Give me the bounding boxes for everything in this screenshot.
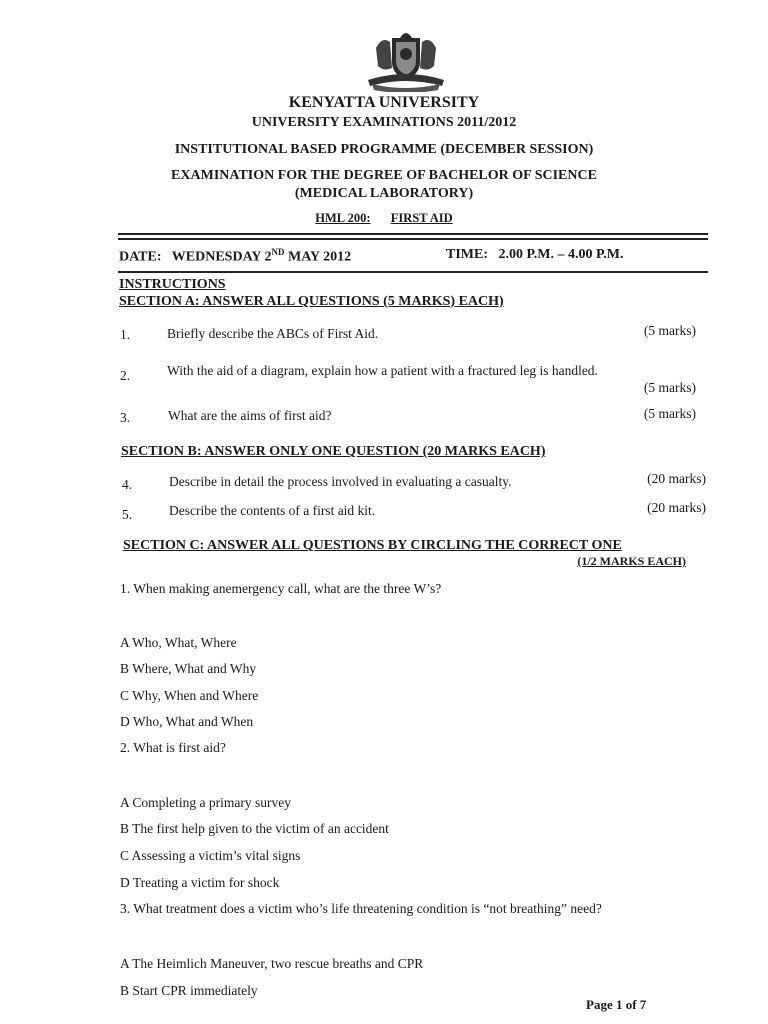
question-number: 3.: [120, 410, 131, 425]
course-code: HML 200:: [315, 211, 371, 225]
mcq-option: A The Heimlich Maneuver, two rescue breaths and CPR: [120, 956, 424, 971]
mcq-option: D Who, What and When: [120, 714, 254, 729]
date-day: WEDNESDAY 2: [171, 249, 272, 265]
section-c-title: SECTION C: ANSWER ALL QUESTIONS BY CIRCLING THE CORRECT ONE: [123, 538, 622, 553]
section-a-title: SECTION A: ANSWER ALL QUESTIONS (5 MARKS) EACH): [119, 294, 504, 309]
header-separator-bottom: [118, 238, 708, 240]
mcq-option: B The first help given to the victim of an accident: [120, 821, 389, 836]
question-marks: (5 marks): [643, 380, 696, 395]
mcq-option: A Who, What, Where: [120, 635, 237, 650]
section-b-title: SECTION B: ANSWER ONLY ONE QUESTION (20 MARKS EACH): [121, 444, 546, 459]
date-separator: [118, 271, 708, 273]
section-c-subtitle: (1/2 MARKS EACH): [577, 554, 686, 568]
course-name: FIRST AID: [390, 211, 453, 225]
university-name: KENYATTA UNIVERSITY: [288, 94, 480, 111]
question-marks: (20 marks): [647, 471, 706, 486]
question-number: 2.: [120, 368, 131, 383]
date-ordinal: ND: [271, 247, 285, 257]
degree-line-2: (MEDICAL LABORATORY): [294, 186, 474, 201]
exam-year: UNIVERSITY EXAMINATIONS 2011/2012: [251, 115, 517, 130]
question-number: 4.: [122, 477, 133, 492]
header-separator-top: [118, 233, 708, 235]
page-number: Page 1 of 7: [586, 997, 647, 1012]
university-crest-logo: [362, 28, 450, 92]
question-text: With the aid of a diagram, explain how a patient with a fractured leg is handled.: [167, 363, 598, 378]
mcq-option: B Start CPR immediately: [120, 983, 258, 998]
instructions-heading: INSTRUCTIONS: [119, 277, 226, 292]
degree-line-1: EXAMINATION FOR THE DEGREE OF BACHELOR OF SCIENCE: [171, 168, 597, 183]
exam-date: [119, 247, 351, 266]
question-marks: (5 marks): [643, 406, 696, 421]
mcq-question: 3. What treatment does a victim who’s life threatening condition is “not breathing” need?: [120, 901, 602, 916]
question-number: 5.: [122, 507, 133, 522]
mcq-question: 1. When making anemergency call, what are the three W’s?: [120, 581, 442, 596]
exam-time: [446, 247, 623, 263]
date-rest: MAY 2012: [284, 249, 352, 265]
mcq-question: 2. What is first aid?: [120, 740, 226, 755]
question-marks: (20 marks): [647, 500, 706, 515]
time-label: TIME:: [446, 247, 488, 262]
mcq-option: D Treating a victim for shock: [120, 875, 280, 890]
date-label: DATE:: [119, 249, 162, 265]
course-line: [0, 211, 768, 226]
mcq-option: B Where, What and Why: [120, 661, 257, 676]
mcq-option: C Why, When and Where: [120, 688, 259, 703]
time-value: 2.00 P.M. – 4.00 P.M.: [498, 247, 624, 262]
question-text: Describe in detail the process involved in evaluating a casualty.: [169, 474, 512, 489]
question-marks: (5 marks): [643, 323, 696, 338]
question-text: Describe the contents of a first aid kit.: [169, 503, 376, 518]
mcq-option: A Completing a primary survey: [120, 795, 291, 810]
question-number: 1.: [120, 327, 131, 342]
question-text: Briefly describe the ABCs of First Aid.: [167, 326, 379, 341]
question-text: What are the aims of first aid?: [168, 408, 332, 423]
mcq-option: C Assessing a victim’s vital signs: [120, 848, 301, 863]
programme-title: INSTITUTIONAL BASED PROGRAMME (DECEMBER SESSION): [174, 142, 594, 157]
